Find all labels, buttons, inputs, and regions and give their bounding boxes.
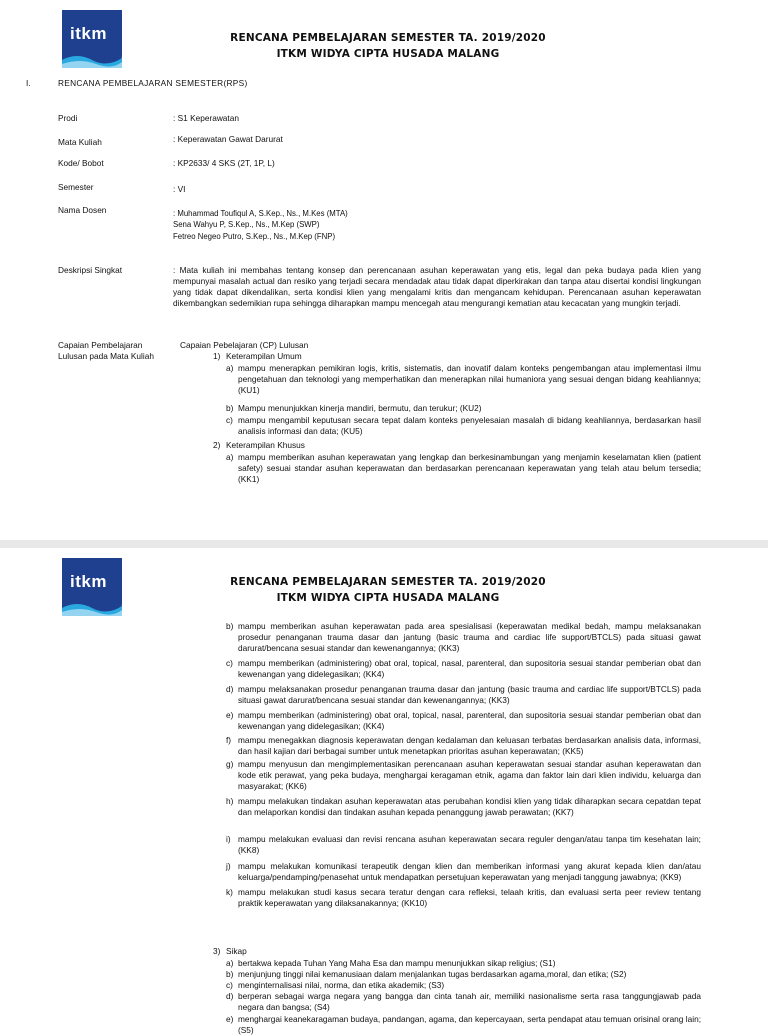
list-item [226,452,701,485]
list-item [226,991,701,1013]
item-marker: c) [226,415,233,425]
item-text: mampu memberikan asuhan keperawatan yang lengkap dan berkesinambungan yang menjamin keselamatan klien (patient safety) sesuai standar asuhan keperawatan dan berdasarkan perencanaan keperawatan yang telah atau belum tersedia; (KK1) [238,452,701,484]
item-text: mampu melakukan evaluasi dan revisi rencana asuhan keperawatan secara reguler dengan/atau tanpa tim kesehatan lain; (KK8) [238,834,701,855]
semester-value: : VI [173,184,186,194]
item-marker: c) [226,658,233,668]
item-marker: d) [226,991,234,1001]
matakuliah-label: Mata Kuliah [58,137,102,147]
item-marker: i) [226,834,231,844]
matakuliah-value: : Keperawatan Gawat Darurat [173,134,283,144]
item-marker: b) [226,969,234,979]
list-item [226,958,701,969]
item-text: mampu mengambil keputusan secara tepat dalam konteks penyelesaian masalah di bidang keahliannya, berdasarkan hasil analisis informasi dan data; (KU5) [238,415,701,436]
item-marker: d) [226,684,234,694]
item-marker: f) [226,735,232,745]
prodi-value: : S1 Keperawatan [173,113,239,123]
list-item [226,363,701,396]
semester-label: Semester [58,182,94,192]
list-item [226,980,701,991]
header-subtitle: ITKM WIDYA CIPTA HUSADA MALANG [276,592,500,604]
header-title: RENCANA PEMBELAJARAN SEMESTER TA. 2019/2020 [230,32,546,44]
item-text: mampu menegakkan diagnosis keperawatan dengan kedalaman dan keluasan terbatas berdasarkan analisis data, informasi, dan hasil kajian dari berbagai sumber untuk menetapkan prioritas asuhan keperawatan; (KK5) [238,735,701,756]
kk-heading: Keterampilan Khusus [226,440,305,450]
list-item [226,969,701,980]
section-title: RENCANA PEMBELAJARAN SEMESTER(RPS) [58,78,248,88]
item-marker: g) [226,759,234,769]
capaian-intro: Capaian Pebelajaran (CP) Lulusan [180,340,309,350]
item-text: mampu memberikan asuhan keperawatan pada area spesialisasi (keperawatan medikal bedah, mampu melaksanakan prosedur penanganan trauma dasar dan jantung (basic trauma and cardiac life support/BTCLS) pada situasi gawat darurat/bencana sesuai standar dan kewenangannya; (KK3) [238,621,701,653]
dosen-label: Nama Dosen [58,205,107,215]
ku-heading-number: 1) [213,351,221,361]
item-marker: h) [226,796,234,806]
item-text: menghargai keanekaragaman budaya, pandangan, agama, dan kepercayaan, serta pendapat atau temuan orisinal orang lain; (S5) [238,1014,701,1035]
header-subtitle: ITKM WIDYA CIPTA HUSADA MALANG [276,48,500,60]
item-text: menginternalisasi nilai, norma, dan etika akademik; (S3) [238,980,445,990]
item-text: mampu memberikan (administering) obat oral, topical, nasal, parenteral, dan supositoria sesuai standar pemberian obat dan kewenangan yang didelegasikan; (KK4) [238,658,701,679]
capaian-label-line-1: Capaian Pembelajaran [58,340,143,350]
item-text: berperan sebagai warga negara yang bangga dan cinta tanah air, memiliki nasionalisme serta rasa tanggungjawab pada negara dan bangsa; (S4) [238,991,701,1012]
list-item [226,403,701,414]
kode-label: Kode/ Bobot [58,158,104,168]
dosen-line-3: Fetreo Negeo Putro, S.Kep., Ns., M.Kep (FNP) [173,232,336,241]
item-marker: j) [226,861,231,871]
item-text: mampu melakukan komunikasi terapeutik dengan klien dan memberikan informasi yang akurat kepada klien dan/atau keluarga/pendamping/penasehat untuk mendapatkan persetujuan keperawatan yang menjadi tanggung jawabnya; (KK9) [238,861,701,882]
item-text: mampu melaksanakan prosedur penanganan trauma dasar dan jantung (basic trauma and cardiac life support/BTCLS) pada situasi gawat darurat/bencana sesuai standar dan kewenangannya; (KK3) [238,684,701,705]
list-item [226,887,701,920]
page-header [0,30,768,62]
item-text: mampu menerapkan pemikiran logis, kritis, sistematis, dan inovatif dalam konteks pengembangan atau implementasi ilmu pengetahuan dan teknologi yang memperhatikan dan menerapkan nilai humaniora yang sesuai dengan bidang keahliannya; (KU1) [238,363,701,395]
list-item [226,759,701,792]
list-item [226,415,701,437]
item-marker: b) [226,621,234,631]
item-marker: c) [226,980,233,990]
item-marker: b) [226,403,234,413]
header-title: RENCANA PEMBELAJARAN SEMESTER TA. 2019/2020 [230,576,546,588]
list-item [226,1014,701,1036]
item-text: Mampu menunjukkan kinerja mandiri, bermutu, dan terukur; (KU2) [238,403,482,413]
list-item [226,861,701,883]
item-marker: a) [226,363,234,373]
kk-heading-number: 2) [213,440,221,450]
dosen-line-2: Sena Wahyu P, S.Kep., Ns., M.Kep (SWP) [173,220,320,229]
item-marker: a) [226,958,234,968]
sikap-heading-number: 3) [213,946,221,956]
list-item [226,684,701,706]
list-item [226,921,701,943]
item-text: mampu melakukan studi kasus secara teratur dengan cara refleksi, telaah kritis, dan evaluasi serta peer review tentang praktik keperawatan yang dilaksanakannya; (KK10) [238,887,701,908]
document-page-2 [0,548,768,1035]
item-marker: a) [226,452,234,462]
list-item [226,710,701,732]
list-item [226,658,701,680]
prodi-label: Prodi [58,113,78,123]
deskripsi-text: : Mata kuliah ini membahas tentang konsep dan perencanaan asuhan keperawatan yang etis, legal dan peka budaya pada klien yang mempunyai masalah actual dan resiko yang terjadi secara mendadak atau tidak dapat diperkirakan dan tanpa atau disertai kondisi lingkungan yang tidak dapat dikendalikan, serta kondisi klien yang mengalami kritis dan mengancam kehidupan. Perencanaan asuhan keperawatan dikembangkan sedemikian rupa sehingga diharapkan mampu mencegah atau mengurangi kematian atau kecacatan yang mungkin terjadi. [173,265,701,308]
deskripsi-label: Deskripsi Singkat [58,265,123,275]
item-text: menjunjung tinggi nilai kemanusiaan dalam menjalankan tugas berdasarkan agama,moral, dan etika; (S2) [238,969,627,979]
item-text: bertakwa kepada Tuhan Yang Maha Esa dan mampu menunjukkan sikap religius; (S1) [238,958,556,968]
list-item [226,834,701,856]
item-text: mampu menyusun dan mengimplementasikan perencanaan asuhan keperawatan sesuai standar asuhan keperawatan dan kode etik perawat, yang peka budaya, menghargai keragaman etnik, agama dan faktor lain dari klien individu, keluarga dan masyarakat; (KK6) [238,759,701,791]
ku-heading: Keterampilan Umum [226,351,302,361]
kode-value: : KP2633/ 4 SKS (2T, 1P, L) [173,158,275,168]
item-marker: e) [226,1014,234,1024]
list-item [226,796,701,829]
item-marker: k) [226,887,233,897]
section-number: I. [26,78,31,88]
list-item [226,735,701,757]
list-item [226,621,701,654]
dosen-line-1: : Muhammad Toufiqul A, S.Kep., Ns., M.Kes (MTA) [173,209,348,218]
item-text: mampu melakukan tindakan asuhan keperawatan atas perubahan kondisi klien yang tidak diharapkan secara cepatdan tepat dan melaporkan kondisi dan tindakan asuhan kepada penanggung jawab perawatan; (KK7) [238,796,701,817]
page-separator [0,540,768,548]
capaian-label-line-2: Lulusan pada Mata Kuliah [58,351,154,361]
logo-text: itkm [70,24,107,43]
logo-text: itkm [70,572,107,591]
item-text: mampu memberikan (administering) obat oral, topical, nasal, parenteral, dan supositoria sesuai standar pemberian obat dan kewenangan yang didelegasikan; (KK4) [238,710,701,731]
page-header [0,574,768,606]
sikap-heading: Sikap [226,946,247,956]
item-marker: e) [226,710,234,720]
